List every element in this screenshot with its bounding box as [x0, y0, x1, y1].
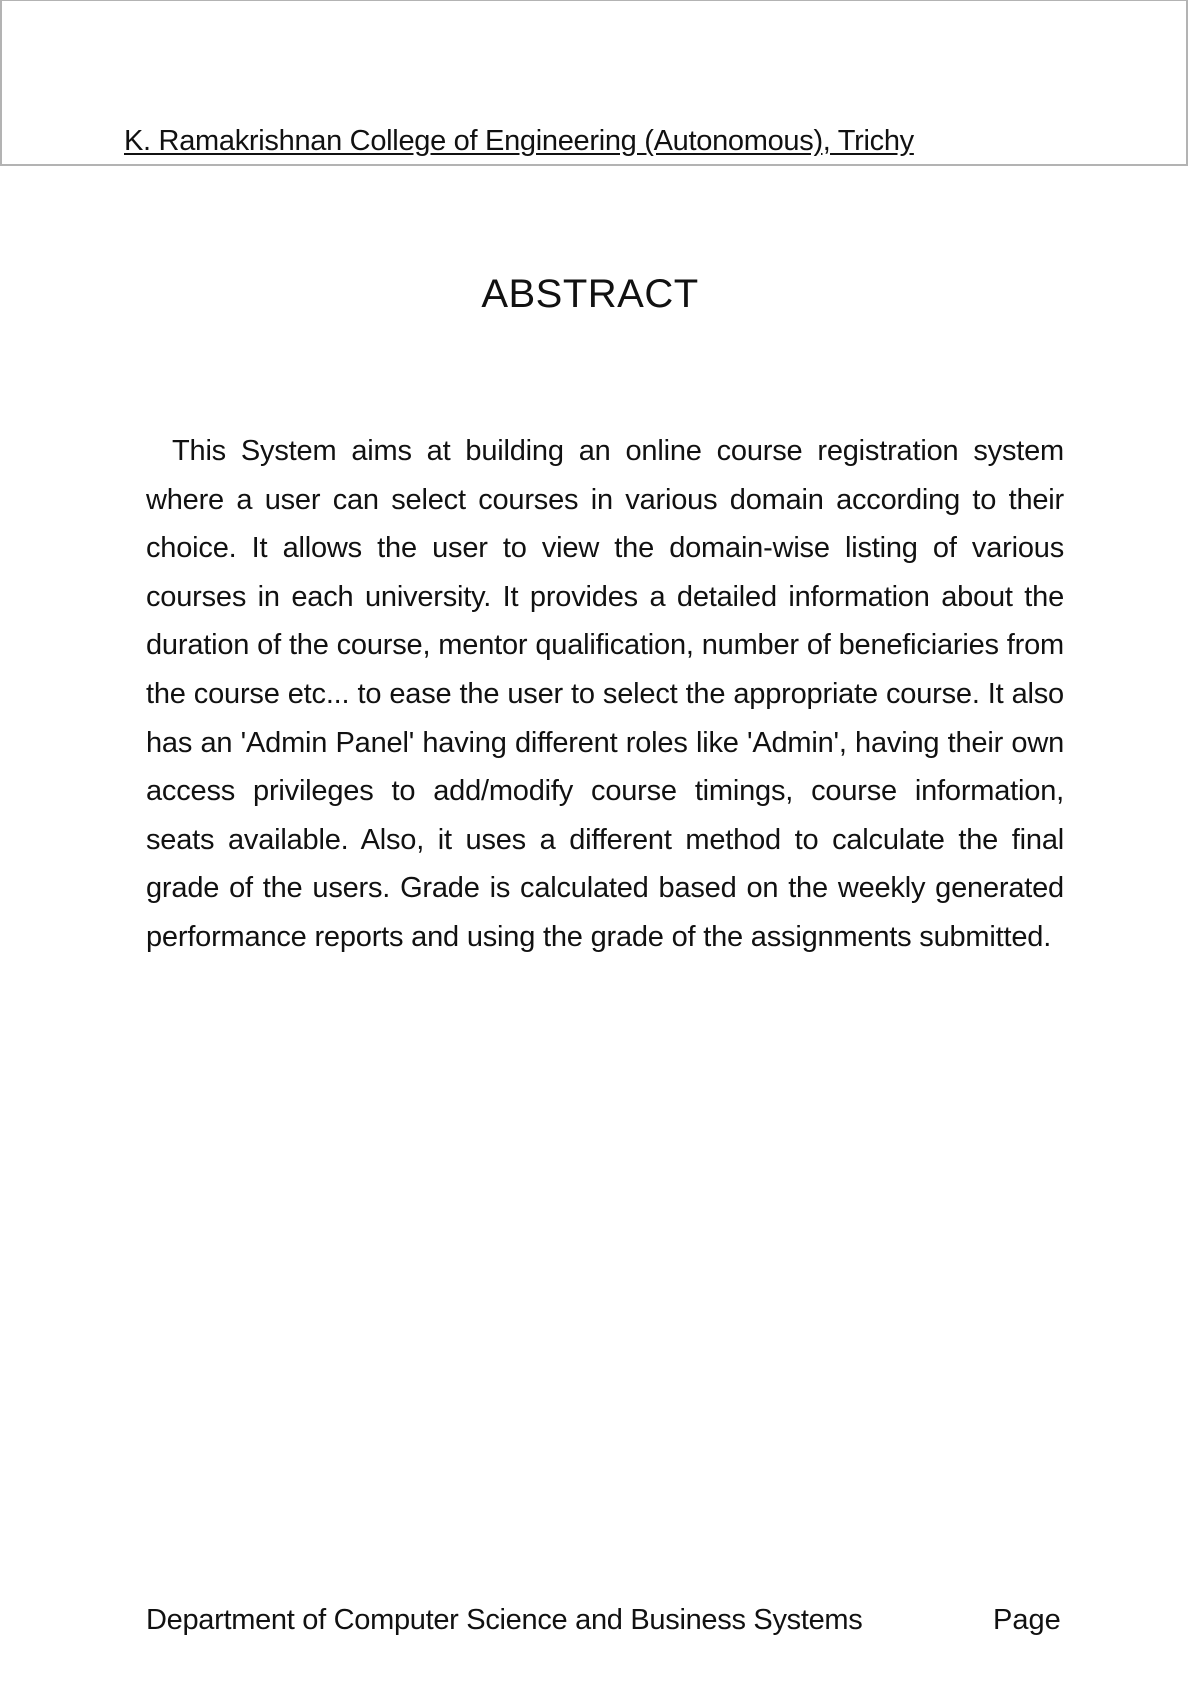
page-title: ABSTRACT [481, 272, 699, 316]
footer-department: Department of Computer Science and Business Systems [146, 1604, 863, 1636]
footer-page-label: Page [993, 1604, 1061, 1636]
abstract-body: This System aims at building an online course registration system where a user can select courses in various domain according to their choice. It allows the user to view the domain-wise listing of various courses in each university. It provides a detailed information about the duration of the course, mentor qualification, number of beneficiaries from the course etc... to ease the user to select the appropriate course. It also has an 'Admin Panel' having different roles like 'Admin', having their own access privileges to add/modify course timings, course information, seats available. Also, it uses a different method to calculate the final grade of the users. Grade is calculated based on the weekly generated performance reports and using the grade of the assignments submitted. [146, 435, 1064, 953]
institution-header: K. Ramakrishnan College of Engineering (Autonomous), Trichy [124, 125, 914, 157]
